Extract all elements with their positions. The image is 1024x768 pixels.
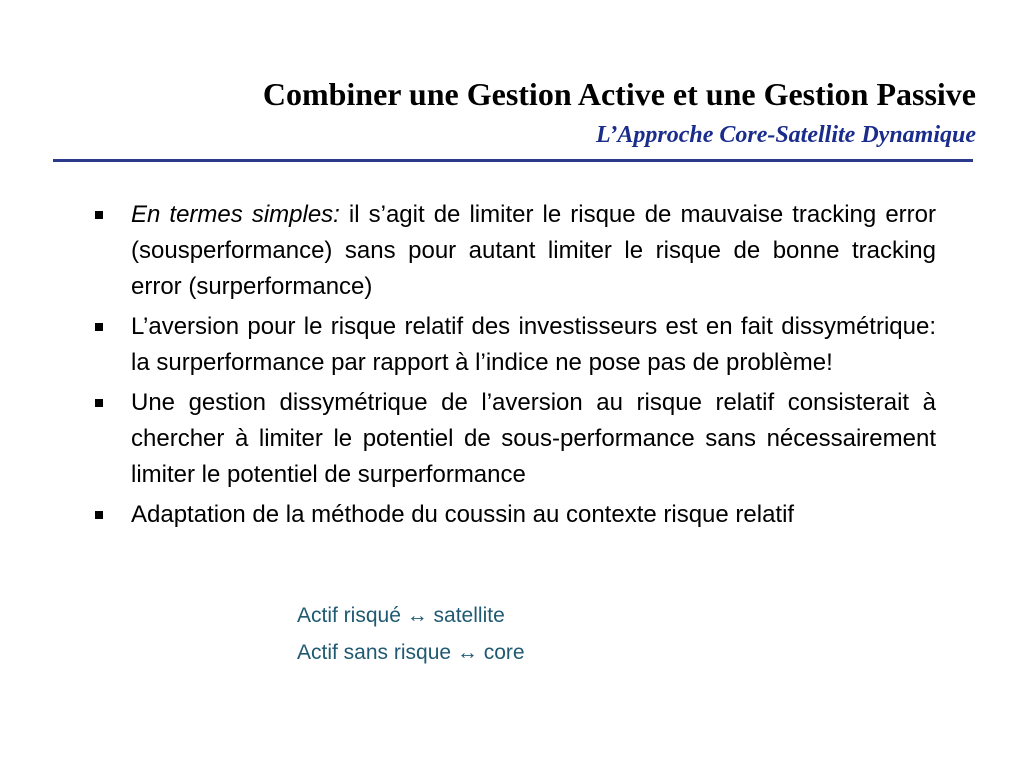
bullet-list (92, 197, 936, 537)
bullet-text: L’aversion pour le risque relatif des investisseurs est en fait dissymétrique: la surperformance par rapport à l’indice ne pose pas de problème! (131, 313, 936, 376)
slide-subtitle: L’Approche Core-Satellite Dynamique (596, 122, 976, 148)
title-divider (53, 159, 973, 162)
bullet-text: Une gestion dissymétrique de l’aversion au risque relatif consisterait à chercher à limiter le potentiel de sous-performance sans nécessairement limiter le potentiel de surperformance (131, 389, 936, 488)
bullet-item (92, 197, 936, 305)
square-bullet-icon (95, 399, 103, 407)
bullet-item (92, 309, 936, 381)
sub-item-risky-asset: Actif risqué ↔ satellite (297, 604, 505, 627)
bullet-lead: En termes simples: (131, 201, 340, 228)
square-bullet-icon (95, 323, 103, 331)
bullet-item (92, 385, 936, 493)
bullet-item (92, 497, 936, 533)
square-bullet-icon (95, 511, 103, 519)
bullet-text: il s’agit de limiter le risque de mauvaise tracking error (sousperformance) sans pour autant limiter le risque de bonne tracking error (surperformance) (131, 201, 936, 300)
sub-item-riskless-asset: Actif sans risque ↔ core (297, 641, 525, 664)
bullet-text: Adaptation de la méthode du coussin au contexte risque relatif (131, 501, 795, 528)
slide-title: Combiner une Gestion Active et une Gestion Passive (262, 76, 976, 112)
square-bullet-icon (95, 211, 103, 219)
